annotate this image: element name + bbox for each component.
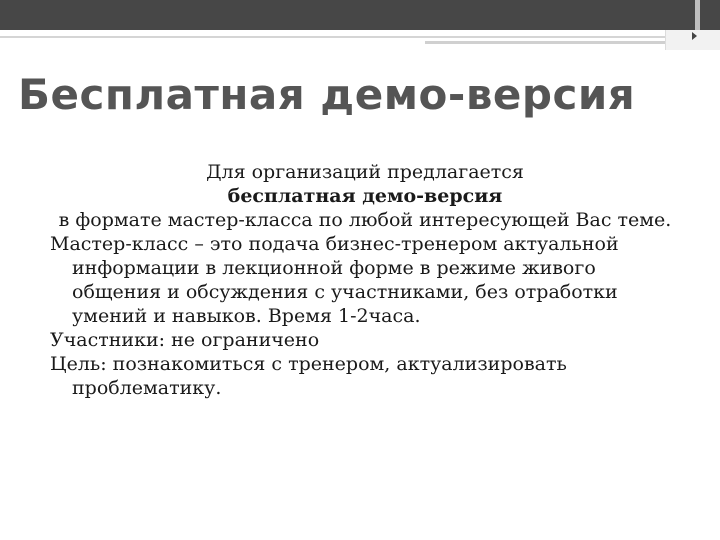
- slide-title: Бесплатная демо-версия: [18, 70, 636, 119]
- paragraph-goal: Цель: познакомиться с тренером, актуализировать проблематику.: [50, 353, 567, 399]
- intro-line: Для организаций предлагается: [206, 161, 524, 183]
- paragraph-participants: Участники: не ограничено: [50, 329, 320, 351]
- decor-line: [0, 36, 665, 38]
- intro-highlight: бесплатная демо-версия: [227, 185, 503, 207]
- paragraph-masterclass: Мастер-класс – это подача бизнес-тренером актуальной информации в лекционной форме в режиме живого общения и обсуждения с участниками, без отработки умений и навыков. Время 1-2часа.: [50, 233, 619, 327]
- intro-detail: в формате мастер-класса по любой интересующей Вас теме.: [58, 209, 672, 231]
- top-decor-notch: [695, 0, 700, 30]
- slide-body: [50, 160, 680, 400]
- decor-line-accent: [425, 41, 665, 44]
- top-decor-bar: [0, 0, 720, 30]
- arrow-icon: [692, 32, 697, 40]
